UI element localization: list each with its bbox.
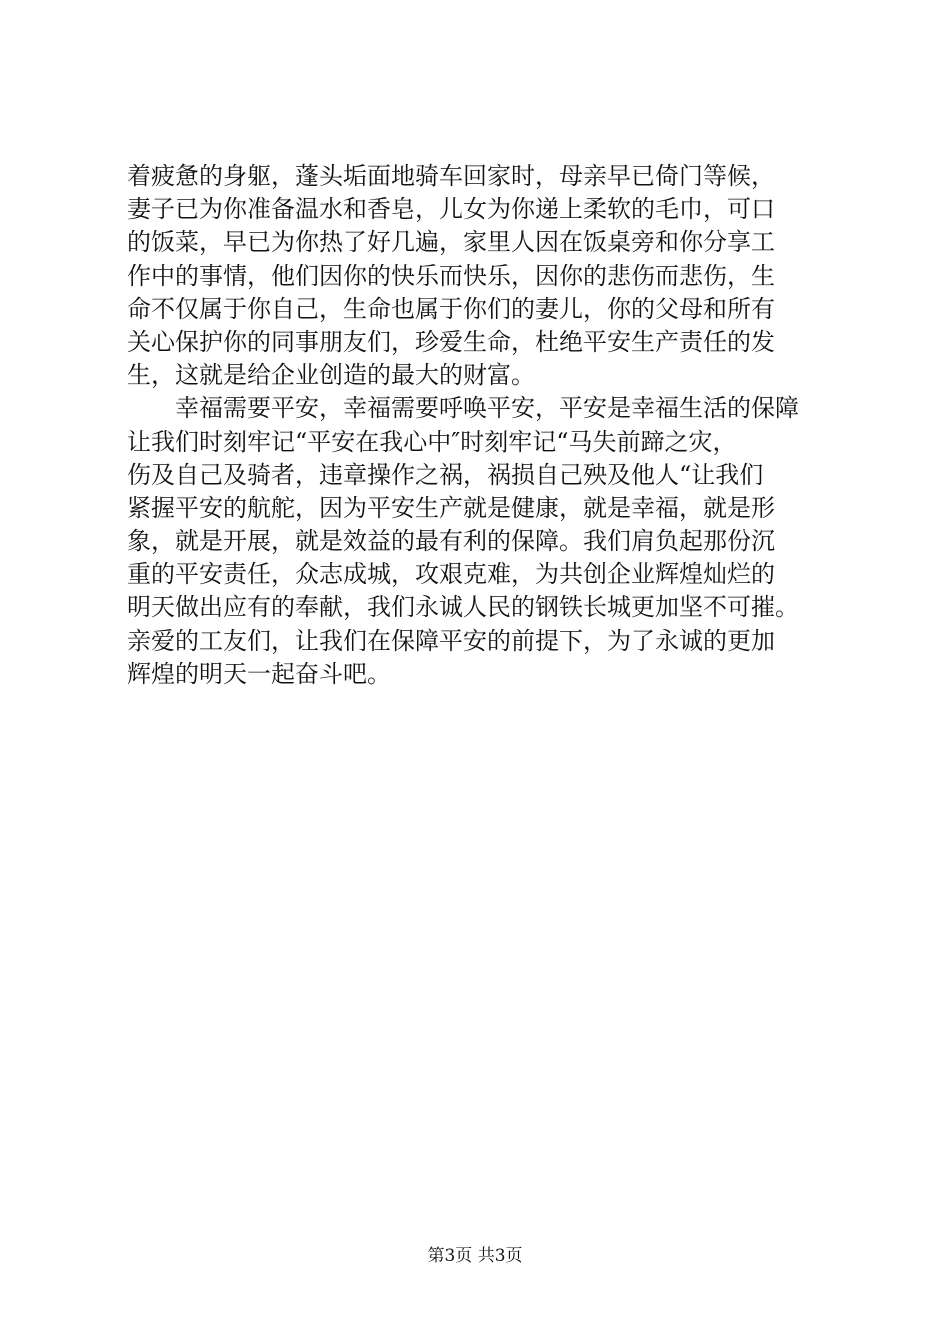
text-line: 关心保护你的同事朋友们，珍爱生命，杜绝平安生产责任的发 — [127, 327, 775, 356]
text-line: 生，这就是给企业创造的最大的财富。 — [127, 361, 535, 390]
page-number-footer: 第3页 共3页 — [427, 1246, 523, 1266]
text-line: 象，就是开展，就是效益的最有利的保障。我们肩负起那份沉 — [127, 527, 775, 556]
paragraph-start-line: 幸福需要平安，幸福需要呼唤平安，平安是幸福生活的保障 — [175, 394, 799, 423]
text-line: 着疲惫的身躯，蓬头垢面地骑车回家时，母亲早已倚门等候， — [127, 162, 775, 190]
text-line: 辉煌的明天一起奋斗吧。 — [127, 659, 391, 688]
text-line: 作中的事情，他们因你的快乐而快乐，因你的悲伤而悲伤，生 — [127, 261, 775, 290]
text-line: 妻子已为你准备温水和香皂，儿女为你递上柔软的毛巾，可口 — [127, 195, 775, 224]
text-line: 明天做出应有的奉献，我们永诚人民的钢铁长城更加坚不可摧。 — [127, 593, 799, 622]
text-line: 亲爱的工友们，让我们在保障平安的前提下，为了永诚的更加 — [127, 626, 775, 655]
body-text — [127, 160, 847, 691]
text-line: 的饭菜，早已为你热了好几遍，家里人因在饭桌旁和你分享工 — [127, 228, 775, 257]
text-line: 命不仅属于你自己，生命也属于你们的妻儿，你的父母和所有 — [127, 294, 775, 323]
text-line: 让我们时刻牢记“平安在我心中″时刻牢记“马失前蹄之灾， — [127, 427, 737, 456]
text-line: 紧握平安的航舵，因为平安生产就是健康，就是幸福，就是形 — [127, 493, 775, 522]
text-line: 伤及自己及骑者，违章操作之祸，祸损自己殃及他人“让我们 — [127, 460, 764, 489]
text-line: 重的平安责任，众志成城，攻艰克难，为共创企业辉煌灿烂的 — [127, 560, 775, 589]
